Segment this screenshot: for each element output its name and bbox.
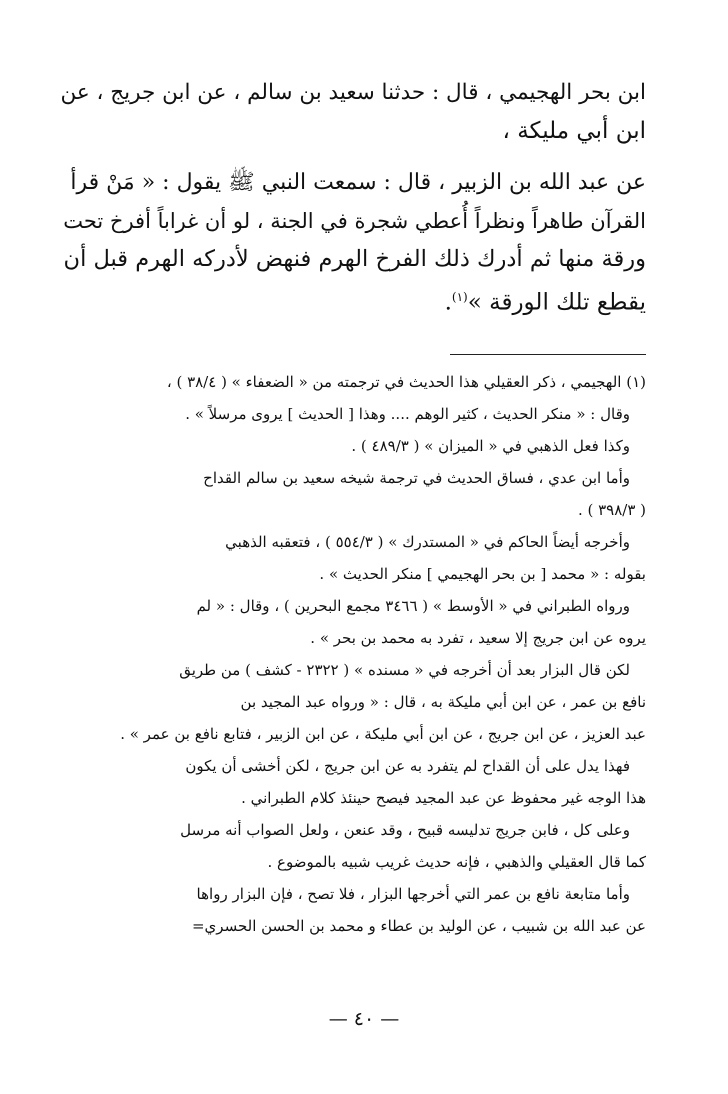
footnote-divider: [450, 354, 646, 355]
main-line: يقطع تلك الورقة »: [467, 289, 646, 316]
footnote-line: ورواه الطبراني في « الأوسط » ( ٣٤٦٦ مجمع البحرين ) ، وقال : « لم: [196, 597, 630, 615]
footnote-line: وقال : « منكر الحديث ، كثير الوهم .... وهذا [ الحديث ] يروى مرسلاً » .: [185, 405, 630, 423]
main-line: ورقة منها ثم أدرك ذلك الفرخ الهرم فنهض لأدركه الهرم قبل أن: [63, 246, 646, 272]
main-line: ابن بحر الهجيمي ، قال : حدثنا سعيد بن سالم ، عن ابن جريج ، عن: [60, 80, 646, 105]
main-line: عن عبد الله بن الزبير ، قال : سمعت النبي ﷺ يقول : « مَنْ قرأ: [70, 170, 646, 195]
footnote-line: وأما ابن عدي ، فساق الحديث في ترجمة شيخه سعيد بن سالم القداح: [203, 469, 630, 487]
footnote-line: يروه عن ابن جريج إلا سعيد ، تفرد به محمد بن بحر » .: [310, 629, 646, 647]
footnote-line: (١) الهجيمي ، ذكر العقيلي هذا الحديث في ترجمته من « الضعفاء » ( ٣٨/٤ ) ،: [166, 373, 646, 391]
footnotes: [60, 366, 646, 942]
main-line: القرآن طاهراً ونظراً أُعطي شجرة في الجنة ، لو أن غراباً أفرخ تحت: [63, 209, 646, 233]
main-text: [60, 74, 646, 322]
footnote-line: كما قال العقيلي والذهبي ، فإنه حديث غريب شبيه بالموضوع .: [267, 853, 646, 871]
footnote-marker: (١): [451, 290, 468, 304]
footnote-line: وعلى كل ، فابن جريج تدليسه قبيح ، وقد عنعن ، ولعل الصواب أنه مرسل: [180, 821, 630, 839]
footnote-line: بقوله : « محمد [ بن بحر الهجيمي ] منكر الحديث » .: [319, 565, 646, 583]
footnote-line: فهذا يدل على أن القداح لم يتفرد به عن ابن جريج ، لكن أخشى أن يكون: [185, 757, 630, 775]
footnote-line: وأما متابعة نافع بن عمر التي أخرجها البزار ، فلا تصح ، فإن البزار رواها: [196, 885, 630, 903]
footnote-line: ( ٣٩٨/٣ ) .: [577, 501, 646, 519]
main-line-last: [60, 278, 646, 322]
page-number: — ٤٠ —: [328, 1008, 400, 1030]
footnote-line: عن عبد الله بن شبيب ، عن الوليد بن عطاء و محمد بن الحسن الحسري=: [191, 917, 646, 935]
footnote-line: وكذا فعل الذهبي في « الميزان » ( ٤٨٩/٣ ) .: [351, 437, 630, 455]
footnote-line: عبد العزيز ، عن ابن جريج ، عن ابن أبي مليكة ، عن ابن الزبير ، فتابع نافع بن عمر » .: [120, 725, 646, 743]
footnote-line: نافع بن عمر ، عن ابن أبي مليكة به ، قال : « ورواه عبد المجيد بن: [240, 693, 646, 711]
footnote-line: لكن قال البزار بعد أن أخرجه في « مسنده » ( ٢٣٢٢ - كشف ) من طريق: [179, 661, 630, 679]
main-line: ابن أبي مليكة ،: [502, 118, 646, 144]
footnote-line: وأخرجه أيضاً الحاكم في « المستدرك » ( ٥٥٤/٣ ) ، فتعقبه الذهبي: [225, 533, 630, 551]
footnote-line: هذا الوجه غير محفوظ عن عبد المجيد فيصح حينئذ كلام الطبراني .: [241, 789, 646, 807]
end-period: .: [444, 289, 452, 316]
